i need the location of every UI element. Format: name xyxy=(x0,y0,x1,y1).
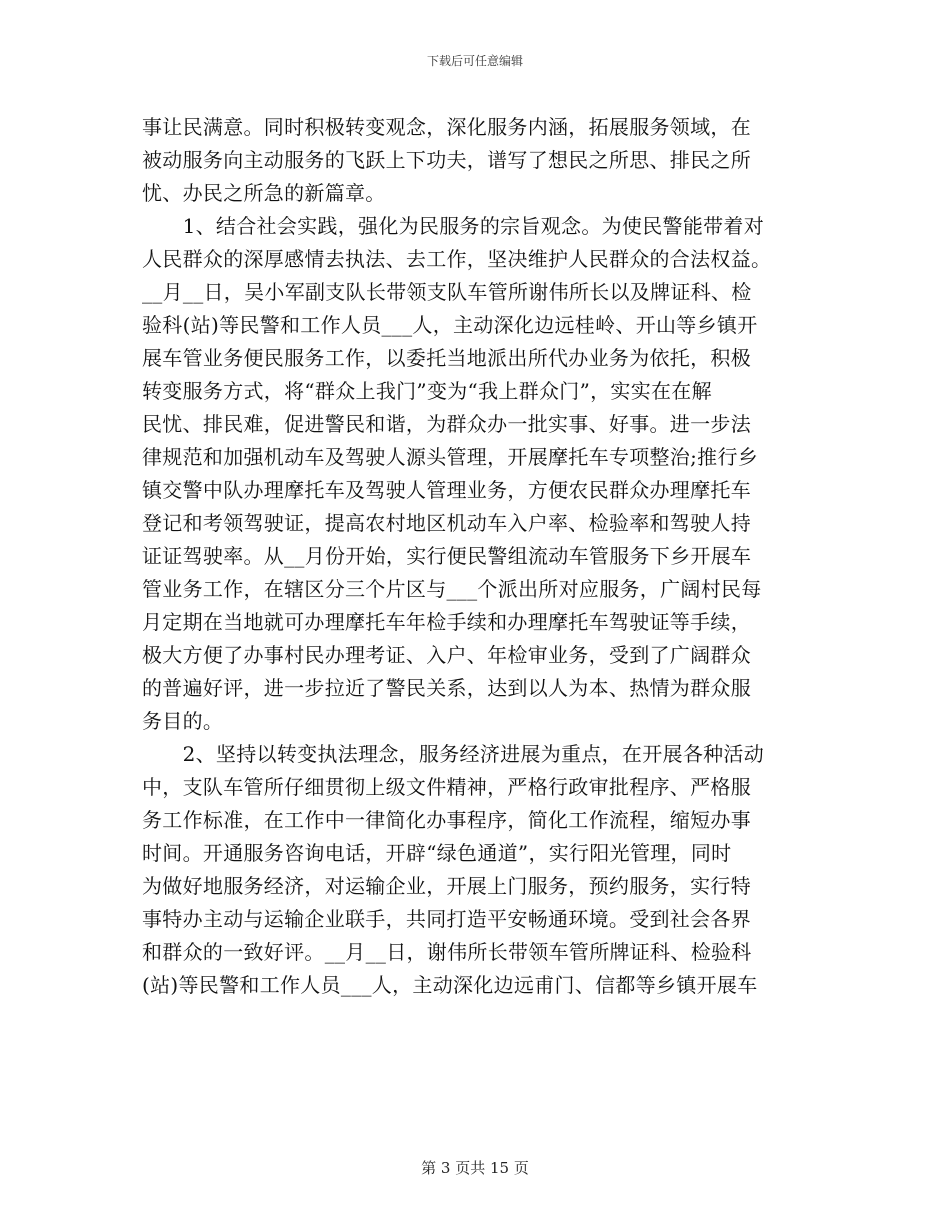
text-line: 管业务工作，在辖区分三个片区与___个派出所对应服务，广阔村民每 xyxy=(142,577,762,601)
text-line: 事让民满意。同时积极转变观念，深化服务内涵，拓展服务领域，在 xyxy=(142,115,751,139)
text-line: (站)等民警和工作人员___人，主动深化边远甫门、信都等乡镇开展车 xyxy=(142,973,758,997)
text-line: 和群众的一致好评。__月__日，谢伟所长带领车管所牌证科、检验科 xyxy=(142,940,752,964)
text-line: 转变服务方式，将“群众上我门”变为“我上群众门”，实实在在解 xyxy=(142,379,712,403)
page-number: 第 3 页共 15 页 xyxy=(421,1159,529,1177)
text-line: 务目的。 xyxy=(142,709,224,733)
text-line: 展车管业务便民服务工作，以委托当地派出所代办业务为依托，积极 xyxy=(142,346,751,370)
text-line: 为做好地服务经济，对运输企业，开展上门服务，预约服务，实行特 xyxy=(142,874,751,898)
document-body xyxy=(142,111,808,1002)
text-line: 月定期在当地就可办理摩托车年检手续和办理摩托车驾驶证等手续， xyxy=(142,610,751,634)
text-line: 证证驾驶率。从__月份开始，实行便民警组流动车管服务下乡开展车 xyxy=(142,544,752,568)
text-line: 被动服务向主动服务的飞跃上下功夫，谱写了想民之所思、排民之所 xyxy=(142,148,751,172)
text-line: 忧、办民之所急的新篇章。 xyxy=(142,181,386,205)
text-line: 事特办主动与运输企业联手，共同打造平安畅通环境。受到社会各界 xyxy=(142,907,751,931)
text-line: 的普遍好评，进一步拉近了警民关系，达到以人为本、热情为群众服 xyxy=(142,676,751,700)
text-line: 民忧、排民难，促进警民和谐，为群众办一批实事、好事。进一步法 xyxy=(142,412,751,436)
text-line: 1、结合社会实践，强化为民服务的宗旨观念。为使民警能带着对 xyxy=(142,214,765,238)
text-line: 人民群众的深厚感情去执法、去工作，坚决维护人民群众的合法权益。 xyxy=(142,247,772,271)
text-line: 律规范和加强机动车及驾驶人源头管理，开展摩托车专项整治;推行乡 xyxy=(142,445,759,469)
page-header-note: 下载后可任意编辑 xyxy=(426,54,523,68)
text-line: 登记和考领驾驶证，提高农村地区机动车入户率、检验率和驾驶人持 xyxy=(142,511,751,535)
text-line: 验科(站)等民警和工作人员___人，主动深化边远桂岭、开山等乡镇开 xyxy=(142,313,758,337)
text-line: 极大方便了办事村民办理考证、入户、年检审业务，受到了广阔群众 xyxy=(142,643,751,667)
text-line: 时间。开通服务咨询电话，开辟“绿色通道”，实行阳光管理，同时 xyxy=(142,841,732,865)
text-line: 中，支队车管所仔细贯彻上级文件精神，严格行政审批程序、严格服 xyxy=(142,775,751,799)
text-line: __月__日，吴小军副支队长带领支队车管所谢伟所长以及牌证科、检 xyxy=(142,280,752,304)
text-line: 镇交警中队办理摩托车及驾驶人管理业务，方便农民群众办理摩托车 xyxy=(142,478,751,502)
text-line: 务工作标准，在工作中一律简化办事程序，简化工作流程，缩短办事 xyxy=(142,808,751,832)
text-line: 2、坚持以转变执法理念，服务经济进展为重点，在开展各种活动 xyxy=(142,742,765,766)
